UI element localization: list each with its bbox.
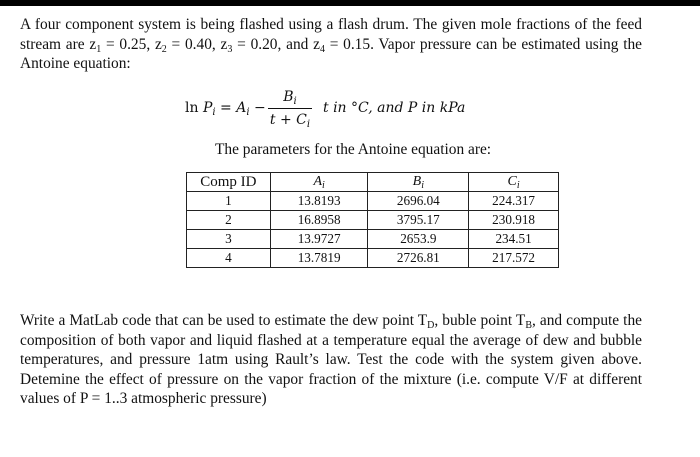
cell-a: 13.9727 — [270, 230, 368, 249]
cell-b: 3795.17 — [368, 211, 469, 230]
antoine-parameters-table — [186, 172, 559, 268]
cell-b: 2726.81 — [368, 249, 469, 268]
cell-b: 2696.04 — [368, 192, 469, 211]
equation-units: t in °C, and P in kPa — [323, 100, 466, 116]
equation-lhs: $\ln P_i = A_i$ − — [185, 100, 266, 118]
table-row — [187, 192, 559, 211]
cell-a: 16.8958 — [270, 211, 368, 230]
fraction-denominator: $t + C_i$ — [269, 112, 311, 130]
cell-c: 234.51 — [469, 230, 559, 249]
header-comp-id: Comp ID — [187, 173, 271, 192]
cell-comp-id: 1 — [187, 192, 271, 211]
table-header-row — [187, 173, 559, 192]
task-paragraph: Write a MatLab code that can be used to estimate the dew point $T_D$, buble point $T_B$, and compute the composition of both vapor and liquid flashed at a temperature equal the average of dew and bubble temperatures, and pressure 1atm using Rault’s law. Test the code with the system given above. Detemine the effect of pressure on the vapor fraction of the mixture (i.e. compute V/F at different values of P = 1..3 atmospheric pressure) — [20, 312, 642, 407]
header-c: $C_i$ — [469, 173, 559, 192]
cell-a: 13.8193 — [270, 192, 368, 211]
cell-comp-id: 4 — [187, 249, 271, 268]
cell-a: 13.7819 — [270, 249, 368, 268]
cell-comp-id: 3 — [187, 230, 271, 249]
top-border — [0, 0, 700, 6]
fraction-numerator: $B_i$ — [283, 89, 297, 107]
cell-c: 230.918 — [469, 211, 559, 230]
table-title: The parameters for the Antoine equation are: — [215, 141, 492, 158]
table-row — [187, 230, 559, 249]
equation-fraction — [268, 89, 312, 129]
cell-comp-id: 2 — [187, 211, 271, 230]
cell-c: 217.572 — [469, 249, 559, 268]
header-a: $A_i$ — [270, 173, 368, 192]
antoine-equation — [185, 89, 515, 129]
table-row — [187, 211, 559, 230]
cell-c: 224.317 — [469, 192, 559, 211]
table-row — [187, 249, 559, 268]
fraction-bar — [268, 108, 312, 109]
header-b: $B_i$ — [368, 173, 469, 192]
cell-b: 2653.9 — [368, 230, 469, 249]
intro-paragraph: A four component system is being flashed using a flash drum. The given mole fractions of the feed stream are $z_1 = 0.25$, $z_2 = 0.40$, $z_3 = 0.20$, and $z_4 = 0.15$. Vapor pressure can be estimated using the Antoine equation: — [20, 16, 642, 72]
